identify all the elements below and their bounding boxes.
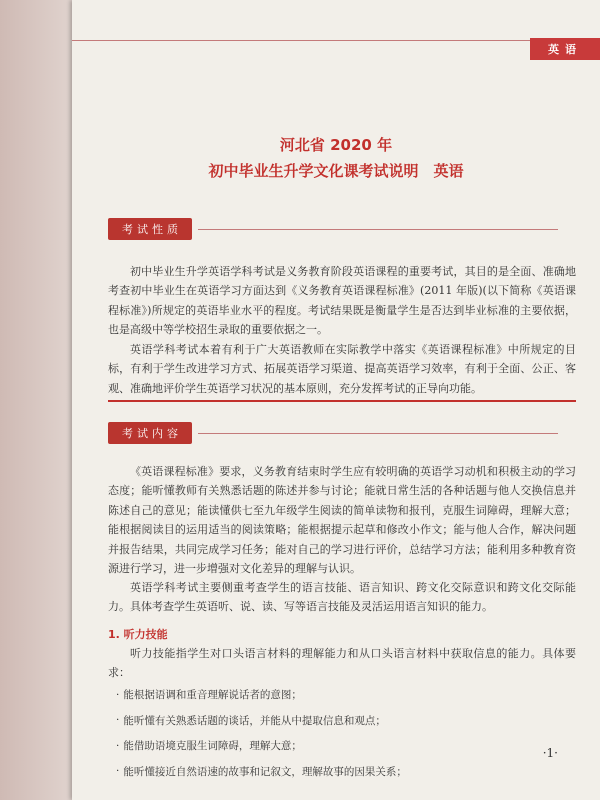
divider-rule bbox=[108, 400, 576, 402]
nature-paragraph-1: 初中毕业生升学英语学科考试是义务教育阶段英语课程的重要考试，其目的是全面、准确地考查初中毕业生在英语学习方面达到《义务教育英语课程标准》(2011 年版)(以下简称《英语课程标准》)所规定的英语毕业水平的程度。考试结果既是衡量学生是否达到毕业标准的主要依据，也是高级中等学校招生录取的重要依据之一。 bbox=[108, 265, 576, 337]
content-paragraph-2: 英语学科考试主要侧重考查学生的语言技能、语言知识、跨文化交际意识和跨文化交际能力。具体考查学生英语听、说、读、写等语言技能及灵活运用语言知识的能力。 bbox=[108, 581, 576, 614]
header-rule bbox=[72, 40, 600, 59]
subject-tab: 英语 bbox=[530, 38, 600, 60]
list-item: · 能借助语境克服生词障碍，理解大意； bbox=[116, 733, 576, 759]
nature-paragraph-2: 英语学科考试本着有利于广大英语教师在实际教学中落实《英语课程标准》中所规定的目标，有利于学生改进学习方式、拓展英语学习渠道、提高英语学习效率，有利于全面、公正、客观、准确地评价学生英语学习状况的基本原则，充分发挥考试的正导向功能。 bbox=[108, 343, 576, 395]
listening-requirements-list bbox=[116, 682, 576, 784]
page-title-line1: 河北省 2020 年 bbox=[279, 136, 393, 154]
section-badge: 考试内容 bbox=[108, 422, 192, 444]
section-rule bbox=[198, 433, 558, 434]
section-badge: 考试性质 bbox=[108, 218, 192, 240]
list-item: · 能根据语调和重音理解说话者的意图； bbox=[116, 682, 576, 708]
list-item: · 能听懂接近自然语速的故事和记叙文，理解故事的因果关系； bbox=[116, 759, 576, 785]
page-title-line2: 初中毕业生升学文化课考试说明 英语 bbox=[208, 162, 464, 180]
list-item: · 能听懂有关熟悉话题的谈话，并能从中提取信息和观点； bbox=[116, 708, 576, 734]
adjacent-page-strip bbox=[0, 0, 72, 800]
document-page bbox=[72, 0, 600, 800]
content-paragraph-1: 《英语课程标准》要求，义务教育结束时学生应有较明确的英语学习动机和积极主动的学习态度；能听懂教师有关熟悉话题的陈述并参与讨论；能就日常生活的各种话题与他人交换信息并陈述自己的意见；能读懂供七至九年级学生阅读的简单读物和报刊，克服生词障碍，理解大意；能根据阅读目的运用适当的阅读策略；能根据提示起草和修改小作文；能与他人合作，解决问题并报告结果，共同完成学习任务；能对自己的学习进行评价，总结学习方法；能利用多种教育资源进行学习，进一步增强对文化差异的理解与认识。 bbox=[108, 465, 576, 576]
listening-heading: 1. 听力技能 bbox=[108, 628, 168, 641]
page-number: ·1· bbox=[542, 746, 558, 760]
listening-intro: 听力技能指学生对口头语言材料的理解能力和从口头语言材料中获取信息的能力。具体要求： bbox=[108, 647, 576, 680]
section-heading-content bbox=[108, 422, 558, 444]
section-heading-nature bbox=[108, 218, 558, 240]
section-rule bbox=[198, 229, 558, 230]
